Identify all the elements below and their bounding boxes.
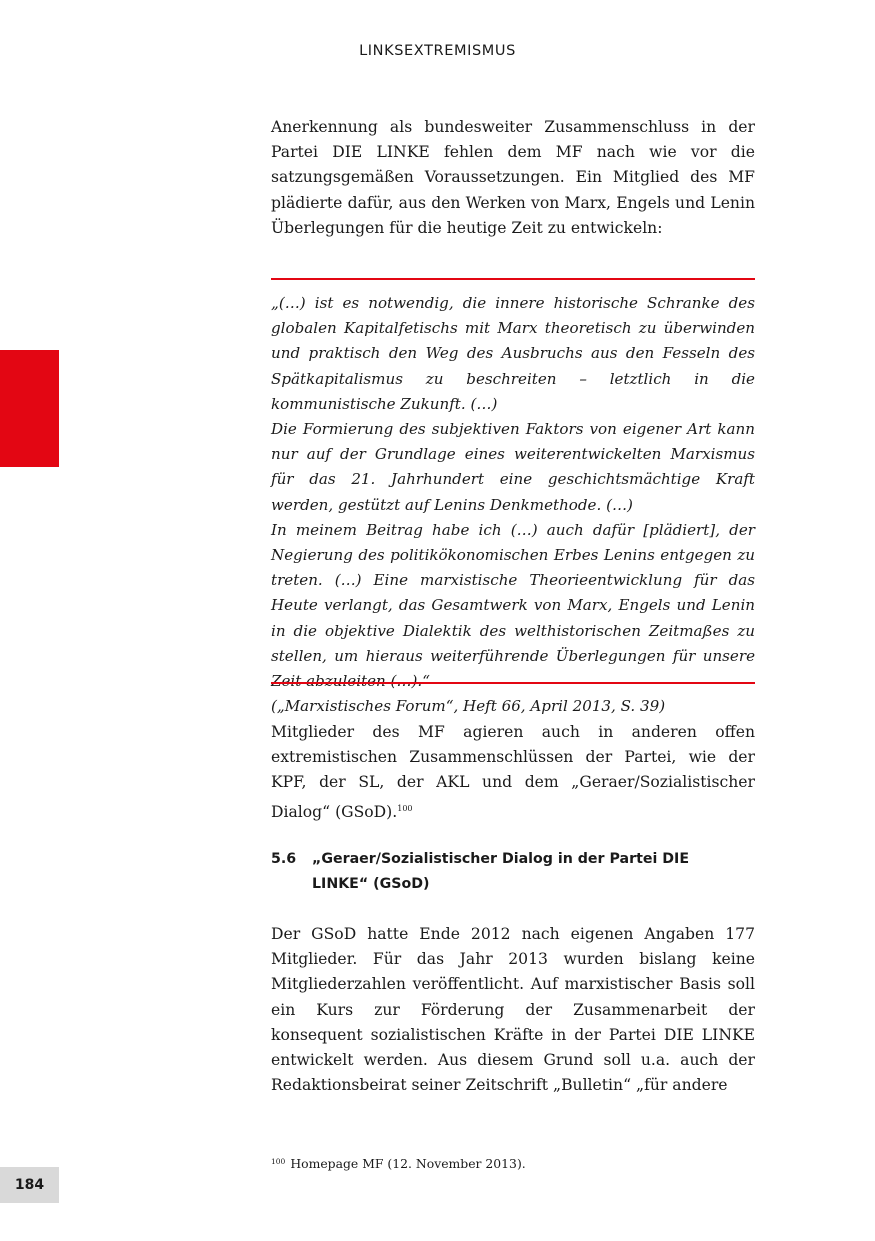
section-title: „Geraer/Sozialistischer Dialog in der Partei DIE LINKE“ (GSoD)	[312, 851, 690, 892]
running-head: LINKSEXTREMISMUS	[359, 43, 516, 59]
page-number: 184	[14, 1177, 45, 1193]
page-number-box	[0, 1167, 59, 1203]
footnote-reference: 100	[397, 803, 413, 813]
chapter-color-tab	[0, 350, 59, 467]
quote-part-2: Die Formierung des subjektiven Faktors von eigener Art kann nur auf der Grundlage eines weiterentwickelten Marxismus für das 21. Jahrhundert eine geschichtsmächtige Kraft werden, gestützt auf Lenins Denkmethode. (…)	[271, 420, 755, 514]
quote-part-1: „(…) ist es notwendig, die innere historische Schranke des globalen Kapitalfetischs mit Marx theoretisch zu überwinden und praktisch den Weg des Ausbruchs aus den Fesseln des Spätkapitalismus zu beschreiten – letztlich in die kommunistische Zukunft. (…)	[271, 294, 755, 413]
footnote	[271, 1153, 755, 1173]
footnote-text: Homepage MF (12. November 2013).	[290, 1156, 526, 1171]
footnote-marker: 100	[271, 1157, 286, 1166]
quote-part-3: In meinem Beitrag habe ich (…) auch dafür [plädiert], der Negierung des politikökonomischen Erbes Lenins entgegen zu treten. (…) Eine marxistische Theorieentwicklung für das Heute verlangt, das Gesamtwerk von Marx, Engels und Lenin in die objektive Dialektik des welthistorischen Zeitmaßes zu stellen, um hieraus weiterführende Überlegungen für unsere	[271, 520, 755, 665]
quote-rule-bottom	[271, 682, 755, 684]
section-number: 5.6	[271, 851, 297, 867]
body-paragraph-2	[271, 720, 755, 825]
quote-rule-top	[271, 278, 755, 280]
body-paragraph-3: Der GSoD hatte Ende 2012 nach eigenen Angaben 177 Mitglieder. Für das Jahr 2013 wurden bislang keine Mitgliederzahlen veröffentlicht. Auf marxistischer Basis soll ein Kurs zur Förderung der Zusammenarbeit der konsequent sozialistischen Kräfte in der Partei DIE LINKE entwickelt werden. Aus diesem Grund soll u.a. auch der Redaktionsbeirat seiner Zeitschrift „Bulletin“ „für andere	[271, 925, 755, 1095]
block-quote	[271, 291, 755, 719]
body-paragraph-1: Anerkennung als bundesweiter Zusammenschluss in der Partei DIE LINKE fehlen dem MF nach wie vor die satzungsgemäßen Voraussetzungen. Ein Mitglied des MF plädierte dafür, aus den Werken von Marx, Engels und Lenin Überlegungen für die heutige Zeit zu entwickeln:	[271, 118, 755, 237]
quote-source: („Marxistisches Forum“, Heft 66, April 2013, S. 39)	[271, 697, 666, 716]
body-paragraph-2-text: Mitglieder des MF agieren auch in anderen offen extremistischen Zusammenschlüssen der Partei, wie der KPF, der SL, der AKL und dem „Geraer/Sozialistischer Dialog“ (GSoD).	[271, 723, 755, 821]
